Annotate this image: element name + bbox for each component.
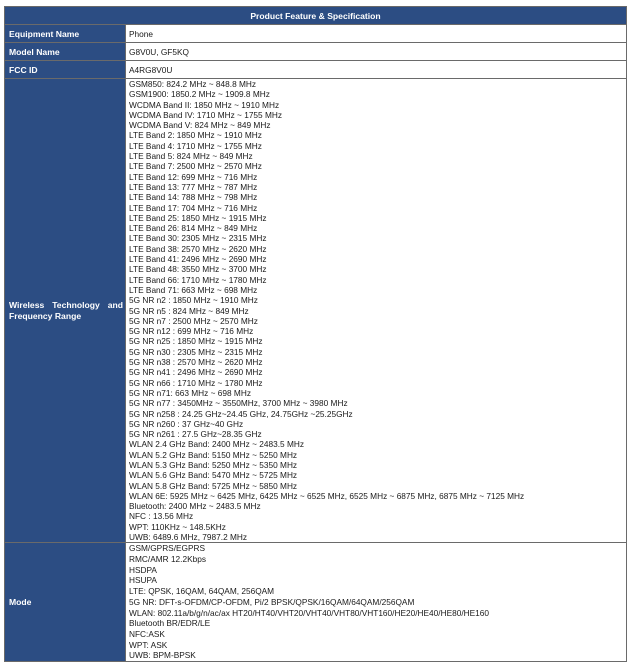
equipment-name-label: Equipment Name (5, 25, 126, 43)
frequency-band-line: GSM850: 824.2 MHz ~ 848.8 MHz (129, 79, 257, 89)
mode-list (126, 543, 627, 662)
frequency-band-line: 5G NR n258 : 24.25 GHz~24.45 GHz, 24.75GHz ~25.25GHz (129, 408, 353, 419)
frequency-band-line: LTE Band 41: 2496 MHz ~ 2690 MHz (129, 254, 267, 265)
frequency-band-line: WLAN 5.2 GHz Band: 5150 MHz ~ 5250 MHz (129, 449, 298, 460)
frequency-band-line: 5G NR n25 : 1850 MHz ~ 1915 MHz (129, 336, 263, 347)
frequency-band-line: WLAN 6E: 5925 MHz ~ 6425 MHz, 6425 MHz ~ 6525 MHz, 6525 MHz ~ 6875 MHz, 6875 MHz ~ 7125 MHz (129, 490, 525, 501)
frequency-band-line: LTE Band 25: 1850 MHz ~ 1915 MHz (129, 212, 267, 223)
frequency-band-line: LTE Band 30: 2305 MHz ~ 2315 MHz (129, 233, 267, 244)
frequency-band-line: LTE Band 13: 777 MHz ~ 787 MHz (129, 181, 258, 192)
frequency-band-line: 5G NR n12 : 699 MHz ~ 716 MHz (129, 326, 254, 337)
frequency-band-line: LTE Band 48: 3550 MHz ~ 3700 MHz (129, 264, 267, 275)
frequency-band-line: LTE Band 2: 1850 MHz ~ 1910 MHz (129, 130, 262, 141)
mode-line: NFC:ASK (129, 628, 165, 639)
frequency-band-line: LTE Band 12: 699 MHz ~ 716 MHz (129, 171, 258, 182)
table-title: Product Feature & Specification (5, 7, 627, 25)
frequency-band-line: 5G NR n260 : 37 GHz~40 GHz (129, 418, 244, 429)
frequency-band-line: Bluetooth: 2400 MHz ~ 2483.5 MHz (129, 501, 261, 512)
frequency-band-line: 5G NR n66 : 1710 MHz ~ 1780 MHz (129, 377, 263, 388)
frequency-band-line: 5G NR n7 : 2500 MHz ~ 2570 MHz (129, 315, 258, 326)
frequency-band-line: 5G NR n261 : 27.5 GHz~28.35 GHz (129, 429, 262, 440)
frequency-band-line: WLAN 5.6 GHz Band: 5470 MHz ~ 5725 MHz (129, 470, 298, 481)
frequency-band-line: LTE Band 7: 2500 MHz ~ 2570 MHz (129, 161, 262, 172)
table-row (5, 25, 627, 43)
frequency-band-line: WLAN 2.4 GHz Band: 2400 MHz ~ 2483.5 MHz (129, 439, 305, 450)
frequency-band-line: LTE Band 5: 824 MHz ~ 849 MHz (129, 151, 253, 162)
table-row (5, 79, 627, 543)
table-row (5, 61, 627, 79)
mode-line: Bluetooth BR/EDR/LE (129, 618, 211, 629)
wireless-label (5, 79, 126, 543)
frequency-band-line: 5G NR n38 : 2570 MHz ~ 2620 MHz (129, 357, 263, 368)
model-name-label: Model Name (5, 43, 126, 61)
table-row (5, 43, 627, 61)
frequency-band-line: WLAN 5.3 GHz Band: 5250 MHz ~ 5350 MHz (129, 459, 298, 470)
mode-line: LTE: QPSK, 16QAM, 64QAM, 256QAM (129, 586, 275, 597)
mode-line: GSM/GPRS/EGPRS (129, 543, 206, 554)
frequency-band-line: WCDMA Band IV: 1710 MHz ~ 1755 MHz (129, 109, 283, 120)
frequency-band-line: 5G NR n41 : 2496 MHz ~ 2690 MHz (129, 367, 263, 378)
frequency-band-line: 5G NR n77 : 3450MHz ~ 3550MHz, 3700 MHz ~ 3980 MHz (129, 398, 348, 409)
frequency-band-line: 5G NR n71: 663 MHz ~ 698 MHz (129, 387, 251, 398)
fcc-id-value: A4RG8V0U (126, 61, 627, 79)
frequency-band-line: WCDMA Band II: 1850 MHz ~ 1910 MHz (129, 99, 280, 110)
frequency-band-line: LTE Band 71: 663 MHz ~ 698 MHz (129, 284, 258, 295)
frequency-band-line: LTE Band 26: 814 MHz ~ 849 MHz (129, 223, 258, 234)
table-row (5, 543, 627, 662)
frequency-band-line: LTE Band 38: 2570 MHz ~ 2620 MHz (129, 243, 267, 254)
frequency-band-line: WCDMA Band V: 824 MHz ~ 849 MHz (129, 120, 271, 131)
spec-table (4, 6, 627, 662)
mode-line: HSDPA (129, 564, 157, 575)
mode-line: RMC/AMR 12.2Kbps (129, 554, 207, 565)
frequency-band-line: 5G NR n2 : 1850 MHz ~ 1910 MHz (129, 295, 258, 306)
wireless-label-line2: Frequency Range (9, 310, 82, 321)
equipment-name-value: Phone (126, 25, 627, 43)
frequency-band-line: NFC : 13.56 MHz (129, 511, 194, 522)
frequency-band-line: GSM1900: 1850.2 MHz ~ 1909.8 MHz (129, 89, 270, 100)
frequency-band-line: UWB: 6489.6 MHz, 7987.2 MHz (129, 532, 248, 543)
frequency-band-line: LTE Band 14: 788 MHz ~ 798 MHz (129, 192, 258, 203)
mode-label: Mode (5, 543, 126, 662)
mode-line: 5G NR: DFT-s-OFDM/CP-OFDM, Pi/2 BPSK/QPSK/16QAM/64QAM/256QAM (129, 596, 415, 607)
mode-line: HSUPA (129, 575, 157, 586)
frequency-band-line: LTE Band 17: 704 MHz ~ 716 MHz (129, 202, 258, 213)
fcc-id-label: FCC ID (5, 61, 126, 79)
mode-line: WPT: ASK (129, 639, 168, 650)
mode-line: UWB: BPM-BPSK (129, 650, 196, 661)
frequency-band-line: WLAN 5.8 GHz Band: 5725 MHz ~ 5850 MHz (129, 480, 298, 491)
frequency-band-line: WPT: 110KHz ~ 148.5KHz (129, 521, 226, 532)
wireless-label-line1: Wireless Technology and (9, 299, 123, 310)
mode-line: WLAN: 802.11a/b/g/n/ac/ax HT20/HT40/VHT20/VHT40/VHT80/VHT160/HE20/HE40/HE80/HE160 (129, 607, 490, 618)
model-name-value: G8V0U, GF5KQ (126, 43, 627, 61)
frequency-list (126, 79, 627, 543)
frequency-band-line: 5G NR n5 : 824 MHz ~ 849 MHz (129, 305, 249, 316)
frequency-band-line: 5G NR n30 : 2305 MHz ~ 2315 MHz (129, 346, 263, 357)
frequency-band-line: LTE Band 66: 1710 MHz ~ 1780 MHz (129, 274, 267, 285)
frequency-band-line: LTE Band 4: 1710 MHz ~ 1755 MHz (129, 140, 262, 151)
